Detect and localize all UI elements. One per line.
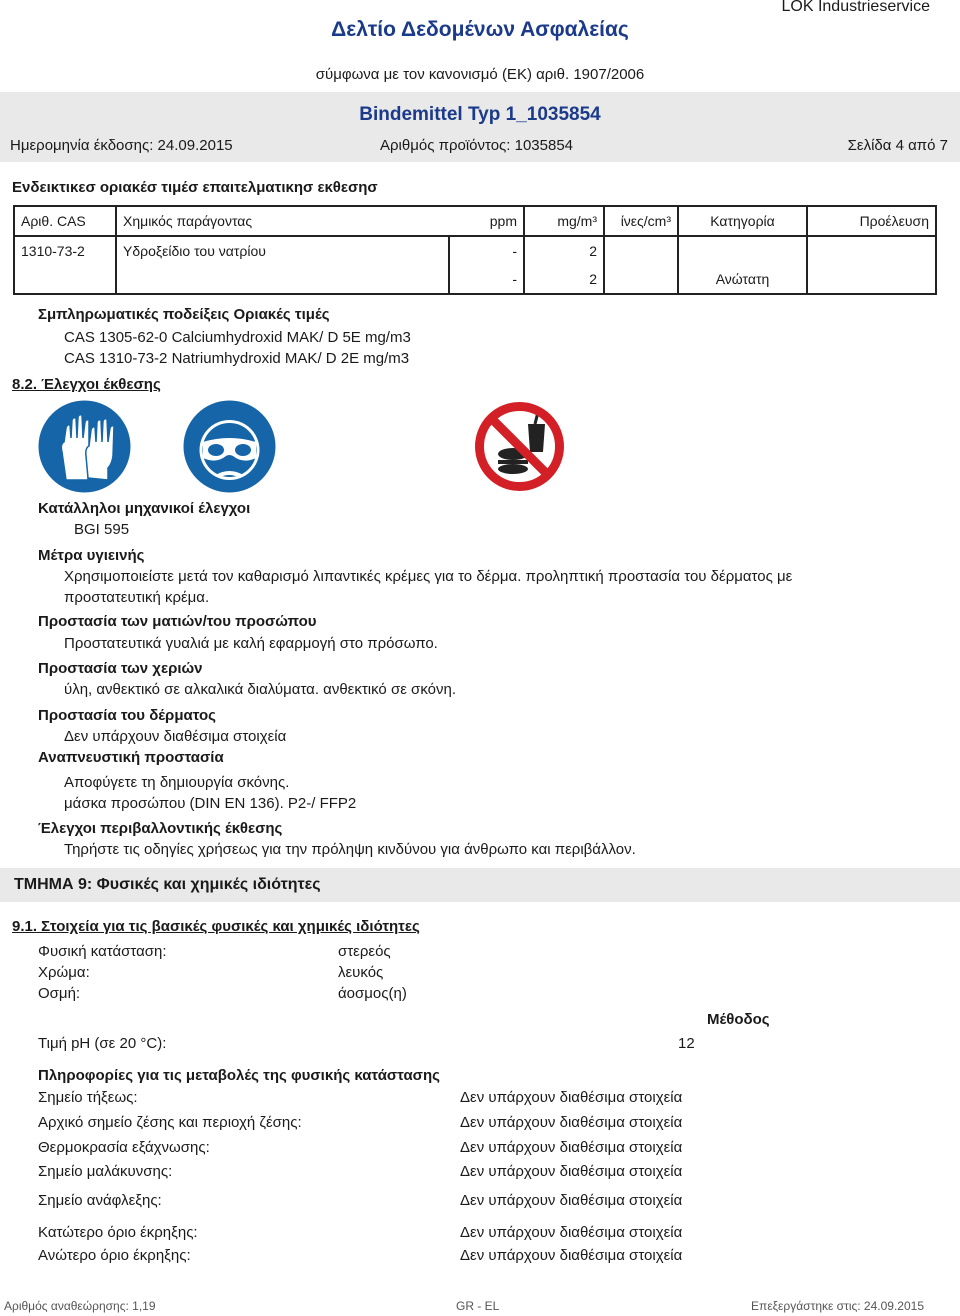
gloves-icon [38, 400, 131, 493]
ph-label: Τιμή pH (σε 20 °C): [38, 1035, 167, 1052]
supplementary-heading: Σμπληρωματικές ποδείξεις Οριακές τιμές [38, 306, 330, 323]
section-9-title: ΤΜΗΜΑ 9: Φυσικές και χημικές ιδιότητες [14, 876, 321, 893]
company-name: LOK Industrieservice [781, 0, 930, 15]
engineering-heading: Κατάλληλοι μηχανικοί έλεγχοι [38, 500, 251, 517]
cell-fibers [604, 236, 678, 294]
goggles-icon [183, 400, 276, 493]
document-title: Δελτίο Δεδομένων Ασφαλείας [331, 18, 629, 41]
skin-protection-text: Δεν υπάρχουν διαθέσιμα στοιχεία [64, 728, 287, 745]
eye-protection-text: Προστατευτικά γυαλιά με καλή εφαρμογή στο πρόσωπο. [64, 635, 438, 652]
cell-origin [807, 236, 936, 294]
environment-heading: Έλεγχοι περιβαλλοντικής έκθεσης [38, 820, 283, 837]
product-name: Bindemittel Typ 1_1035854 [359, 104, 601, 125]
respiratory-heading: Αναπνευστική προστασία [38, 749, 224, 766]
cell-category-2: Ανώτατη [678, 265, 807, 294]
property-value: Δεν υπάρχουν διαθέσιμα στοιχεία [460, 1139, 683, 1156]
property-label: Σημείο μαλάκυνσης: [38, 1163, 173, 1180]
language-code: GR - EL [456, 1299, 500, 1313]
col-mg: mg/m³ [524, 206, 604, 236]
property-label: Αρχικό σημείο ζέσης και περιοχή ζέσης: [38, 1114, 302, 1131]
revision-number: Αριθμός αναθεώρησης: 1,19 [4, 1299, 156, 1313]
property-label: Κατώτερο όριο έκρηξης: [38, 1224, 198, 1241]
eye-protection-heading: Προστασία των ματιών/του προσώπου [38, 613, 317, 630]
respiratory-text: μάσκα προσώπου (DIN EN 136). P2-/ FFP2 [64, 795, 357, 812]
respiratory-text: Αποφύγετε τη δημιουργία σκόνης. [64, 774, 290, 791]
property-value: Δεν υπάρχουν διαθέσιμα στοιχεία [460, 1247, 683, 1264]
cell-ppm-2: - [449, 265, 524, 294]
environment-text: Τηρήστε τις οδηγίες χρήσεως για την πρόληψη κινδύνου για άνθρωπο και περιβάλλον. [64, 841, 636, 858]
cell-ppm-1: - [449, 236, 524, 265]
skin-protection-heading: Προστασία του δέρματος [38, 707, 216, 724]
limits-heading: Ενδεικτικεσ οριακέσ τιμέσ επαιτελματικησ εκθεσησ [12, 179, 378, 196]
regulation-text: σύμφωνα με τον κανονισμό (ΕΚ) αριθ. 1907/2006 [315, 66, 645, 83]
property-value: Δεν υπάρχουν διαθέσιμα στοιχεία [460, 1163, 683, 1180]
hand-protection-text: ύλη, ανθεκτικό σε αλκαλικά διαλύματα. ανθεκτικό σε σκόνη. [64, 681, 456, 698]
col-ppm: ppm [449, 206, 524, 236]
supplementary-line: CAS 1305-62-0 Calciumhydroxid MAK/ D 5E mg/m3 [64, 329, 411, 346]
property-label: Σημείο ανάφλεξης: [38, 1192, 162, 1209]
table-header-row [14, 206, 936, 236]
property-label: Ανώτερο όριο έκρηξης: [38, 1247, 191, 1264]
method-label: Μέθοδος [707, 1011, 770, 1028]
hygiene-text: προστατευτική κρέμα. [64, 589, 210, 606]
property-label: Οσμή: [38, 985, 81, 1002]
property-label: Φυσική κατάσταση: [38, 943, 167, 960]
col-cas: Αριθ. CAS [14, 206, 116, 236]
property-value: Δεν υπάρχουν διαθέσιμα στοιχεία [460, 1114, 683, 1131]
property-value: Δεν υπάρχουν διαθέσιμα στοιχεία [460, 1192, 683, 1209]
hygiene-heading: Μέτρα υγιεινής [38, 547, 145, 564]
state-changes-heading: Πληροφορίες για τις μεταβολές της φυσικής κατάστασης [38, 1067, 440, 1084]
exposure-limits-table [13, 205, 937, 295]
cell-cas: 1310-73-2 [14, 236, 116, 294]
col-agent: Χημικός παράγοντας [116, 206, 449, 236]
property-value: Δεν υπάρχουν διαθέσιμα στοιχεία [460, 1089, 683, 1106]
cell-mg-2: 2 [524, 265, 604, 294]
hygiene-text: Χρησιμοποιείστε μετά τον καθαρισμό λιπαντικές κρέμες για το δέρμα. προληπτική προστασία του δέρματος με [64, 568, 793, 585]
processed-date: Επεξεργάστηκε στις: 24.09.2015 [751, 1299, 924, 1313]
property-label: Χρώμα: [38, 964, 90, 981]
cell-category-1 [678, 236, 807, 265]
controls-heading: 8.2. Έλεγχοι έκθεσης [12, 376, 161, 393]
ph-value: 12 [678, 1035, 695, 1052]
col-origin: Προέλευση [807, 206, 936, 236]
property-value: Δεν υπάρχουν διαθέσιμα στοιχεία [460, 1224, 683, 1241]
col-category: Κατηγορία [678, 206, 807, 236]
cell-mg-1: 2 [524, 236, 604, 265]
table-row [14, 236, 936, 265]
subsection-9-1-title: 9.1. Στοιχεία για τις βασικές φυσικές και χημικές ιδιότητες [12, 918, 420, 935]
product-number: Αριθμός προϊόντος: 1035854 [380, 137, 574, 154]
hand-protection-heading: Προστασία των χεριών [38, 660, 203, 677]
issue-date: Ημερομηνία έκδοσης: 24.09.2015 [10, 137, 233, 154]
property-value: λευκός [338, 964, 384, 981]
property-label: Σημείο τήξεως: [38, 1089, 138, 1106]
property-label: Θερμοκρασία εξάχνωσης: [38, 1139, 210, 1156]
no-eating-drinking-icon [473, 400, 566, 493]
property-value: άοσμος(η) [338, 985, 407, 1002]
supplementary-line: CAS 1310-73-2 Natriumhydroxid MAK/ D 2E mg/m3 [64, 350, 410, 367]
page-number: Σελίδα 4 από 7 [847, 137, 948, 154]
property-value: στερεός [338, 943, 391, 960]
cell-agent: Υδροξείδιο του νατρίου [116, 236, 449, 294]
engineering-text: BGI 595 [74, 521, 130, 538]
col-fibers: ίνες/cm³ [604, 206, 678, 236]
